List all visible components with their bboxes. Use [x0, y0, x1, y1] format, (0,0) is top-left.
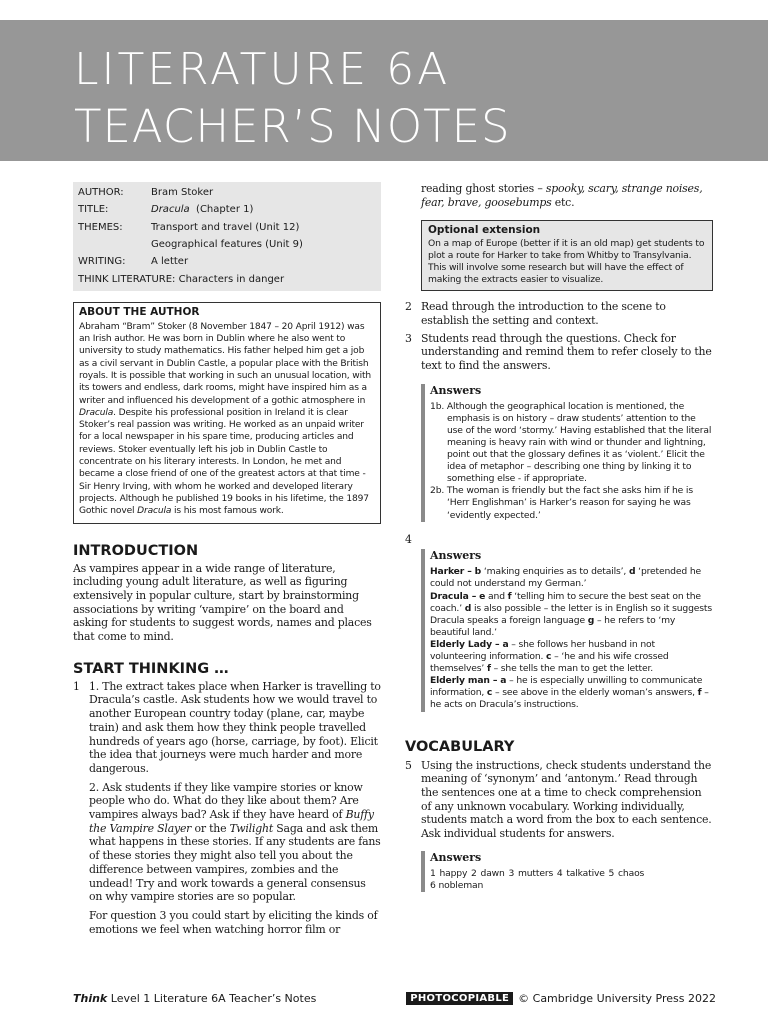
item-5-number: 5: [405, 758, 412, 772]
footer-title: Think Level 1 Literature 6A Teacher’s Notes: [73, 991, 317, 1005]
title-row: [78, 201, 376, 218]
item-4-number: 4: [405, 532, 412, 546]
answer-harker: Harker – b ‘making enquiries as to details’, d ‘pretended he could not understand my German.’: [430, 566, 701, 590]
themes-row-2: [78, 236, 376, 253]
item-2-number: 2: [405, 300, 412, 314]
answer-elderly-man: Elderly man – a – he is especially unwilling to communicate information, c – see above in the elderly woman’s answers, f – he acts on Dracula’s instructions.: [430, 675, 709, 711]
about-heading: ABOUT THE AUTHOR: [79, 305, 200, 318]
answers-box-3: [421, 384, 713, 522]
start-para-3: For question 3 you could start by eliciting the kinds of emotions we feel when watching horror film or: [89, 909, 378, 936]
vocabulary-heading: VOCABULARY: [405, 738, 515, 755]
copyright: © Cambridge University Press 2022: [518, 991, 716, 1005]
answers-box-5: [421, 851, 713, 892]
item-2: [405, 300, 713, 327]
vocab-answers-line-1: 1 happy 2 dawn 3 mutters 4 talkative 5 chaos: [430, 867, 645, 879]
optional-extension-box: [421, 220, 713, 291]
item-number: 1: [73, 679, 80, 693]
author-label: AUTHOR:: [78, 187, 124, 199]
title-value: [151, 204, 376, 215]
optional-heading: Optional extension: [428, 224, 541, 237]
banner-title-line1: LITERATURE 6A: [74, 44, 451, 95]
continued-text: reading ghost stories – spooky, scary, strange noises, fear, brave, goosebumps etc.: [421, 182, 703, 209]
theme-1: Transport and travel (Unit 12): [151, 221, 300, 233]
answers-box-4: [421, 549, 713, 711]
optional-text: On a map of Europe (better if it is an old map) get students to plot a route for Harker to take from Whitby to Transylvania. This will involve some research but will have the effect of making the extracts easier to visualize.: [428, 238, 705, 285]
introduction-text: As vampires appear in a wide range of literature, including young adult literature, as well as figuring extensively in popular culture, start by brainstorming associations by writing ‘vampire’ on the board and asking for students to suggest words, names and places that come to mind.: [73, 561, 372, 644]
title-label: TITLE:: [78, 204, 109, 216]
answers-label: Answers: [430, 383, 482, 397]
title-rest: (Chapter 1): [196, 204, 254, 216]
right-column: [405, 182, 713, 892]
author-value: Bram Stoker: [151, 187, 214, 199]
item-5: [405, 759, 713, 841]
answer-elderly-lady: Elderly Lady – a – she follows her husband in not volunteering information. c – ‘he and his wife crossed themselves’ f – she tells the man to get the letter.: [430, 638, 669, 675]
start-thinking-item: [73, 680, 381, 937]
answer-dracula: Dracula – e and f ‘telling him to secure the best seat on the coach.’ d is also possible – the letter is in English so it suggests Dracula speaks a foreign language g – he refers to ‘my beautiful land.’: [430, 590, 712, 638]
about-author-box: [73, 302, 381, 524]
page-footer: [73, 990, 716, 1006]
answer-1b: 1b. Although the geographical location is mentioned, the emphasis is on history – draw students’ attention to the use of the word ‘stormy.’ Having established that the literal meaning is heavy rain with wind or thunder and lightning, point out that the glossary defines it as ‘violent.’ Elicit the idea of metaphor – describing one thing by linking it to something else - if appropriate.: [430, 400, 712, 485]
start-para-2: 2. Ask students if they like vampire stories or know people who do. What do they like about them? Are vampires always bad? Ask if they have heard of Buffy the Vampire Slayer or the Twilight Saga and ask them what happens in these stories. If any students are fans of these stories they might also tell you about the difference between vampires, zombies and the undead! Try and work towards a general consensus on why vampire stories are so popular.: [89, 780, 381, 904]
think-row: [78, 270, 376, 287]
item-4: [405, 533, 713, 547]
vocab-answers-line-2: 6 nobleman: [430, 879, 484, 891]
start-thinking-heading: START THINKING …: [73, 660, 229, 677]
item-3-number: 3: [405, 331, 412, 345]
themes-label: THEMES:: [78, 221, 123, 233]
title-banner: [0, 20, 768, 161]
start-para-1: 1. The extract takes place when Harker is travelling to Dracula’s castle. Ask students how we would travel to another European country today (plane, car, maybe train) and ask them how they think people travelled hundreds of years ago (horse, carriage, by foot). Elicit the idea that journeys were much harder and more dangerous.: [89, 679, 381, 775]
left-column: [73, 182, 381, 936]
about-text: Abraham “Bram” Stoker (8 November 1847 – 20 April 1912) was an Irish author. He was born in Dublin where he also went to university to study mathematics. His father helped him get a job as a civil servant in Dublin Castle, a popular place with the British royals. It is possible that working in such an unusual location, with its towers and endless, dark rooms, might have inspired him as a writer and influenced his development of a gothic atmosphere in Dracula. Despite his professional position in Ireland it is clear Stoker’s real passion was writing. He worked as an unpaid writer for a local newspaper in his spare time, producing articles and reviews. Stoker eventually left his job in Dublin Castle to concentrate on his literary interests. In London, he met and became a close friend of one of the greatest actors at that time - Sir Henry Irving, with whom he worked and developed literary projects. Although he published 19 books in his lifetime, the 1897 Gothic novel Dracula is his most famous work.: [79, 321, 371, 517]
answers-label-4: Answers: [430, 549, 482, 563]
item-3: [405, 332, 713, 373]
author-row: [78, 184, 376, 201]
photocopiable-badge: PHOTOCOPIABLE: [406, 992, 513, 1005]
answers-label-5: Answers: [430, 850, 482, 864]
think-literature: THINK LITERATURE: Characters in danger: [78, 273, 285, 285]
writing-label: WRITING:: [78, 256, 126, 268]
answer-2b: 2b. The woman is friendly but the fact she asks him if he is ‘Herr Englishman’ is Harker’s reason for saying he was ‘evidently expected.’: [430, 485, 693, 521]
introduction-heading: INTRODUCTION: [73, 542, 199, 559]
writing-value: A letter: [151, 256, 189, 268]
theme-2: Geographical features (Unit 9): [151, 239, 303, 251]
item-5-text: Using the instructions, check students understand the meaning of ‘synonym’ and ‘antonym.’ Read through the sentences one at a time to check comprehension of any unknown vocabulary. Working individually, students match a word from the box to each sentence. Ask individual students for answers.: [421, 758, 712, 841]
item-2-text: Read through the introduction to the scene to establish the setting and context.: [421, 300, 666, 327]
title-italic: Dracula: [151, 204, 190, 216]
item-3-text: Students read through the questions. Check for understanding and remind them to refer closely to the text to find the answers.: [421, 331, 712, 373]
banner-title-line2: TEACHER’S NOTES: [74, 100, 511, 153]
themes-row: [78, 219, 376, 236]
writing-row: [78, 253, 376, 270]
book-info-box: [73, 182, 381, 291]
